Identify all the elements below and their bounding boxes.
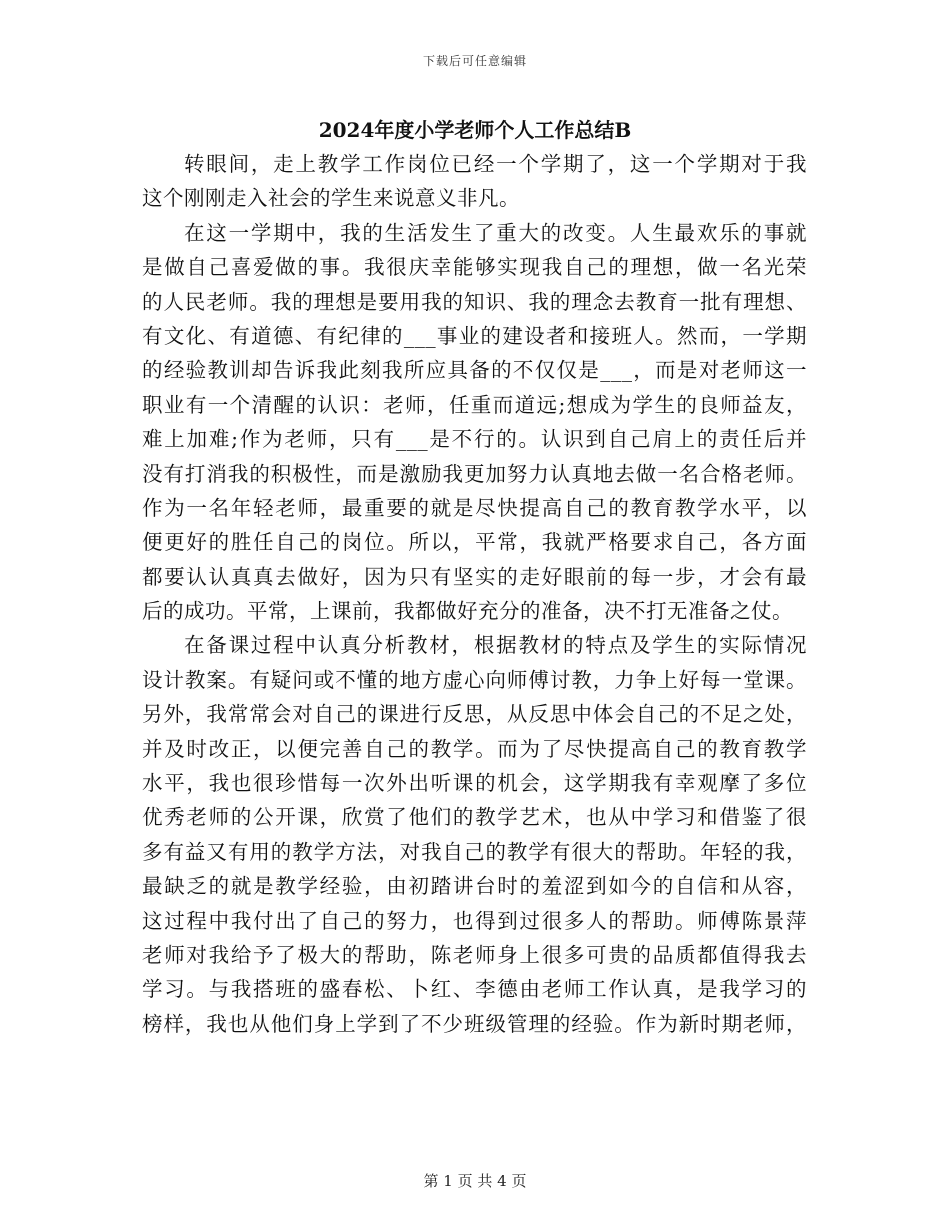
paragraph-line: 这过程中我付出了自己的努力，也得到过很多人的帮助。师傅陈景萍 bbox=[142, 908, 807, 933]
document-title: 2024年度小学老师个人工作总结B bbox=[318, 118, 632, 142]
paragraph-line: 作为一名年轻老师，最重要的就是尽快提高自己的教育教学水平，以 bbox=[142, 495, 807, 520]
document-body bbox=[142, 147, 807, 1041]
paragraph-line: 多有益又有用的教学方法，对我自己的教学有很大的帮助。年轻的我， bbox=[142, 839, 807, 864]
paragraph-line: 优秀老师的公开课，欣赏了他们的教学艺术，也从中学习和借鉴了很 bbox=[142, 805, 807, 830]
paragraph-line: 在备课过程中认真分析教材，根据教材的特点及学生的实际情况 bbox=[184, 633, 807, 658]
paragraph-line: 后的成功。平常，上课前，我都做好充分的准备，决不打无准备之仗。 bbox=[142, 599, 793, 624]
paragraph-line: 老师对我给予了极大的帮助，陈老师身上很多可贵的品质都值得我去 bbox=[142, 942, 807, 967]
paragraph-line: 没有打消我的积极性，而是激励我更加努力认真地去做一名合格老师。 bbox=[142, 461, 807, 486]
page-footer: 第 1 页 共 4 页 bbox=[423, 1172, 527, 1190]
paragraph-line: 难上加难;作为老师，只有___是不行的。认识到自己肩上的责任后并 bbox=[142, 427, 807, 452]
paragraph-line: 学习。与我搭班的盛春松、卜红、李德由老师工作认真，是我学习的 bbox=[142, 977, 807, 1002]
paragraph-line: 在这一学期中，我的生活发生了重大的改变。人生最欢乐的事就 bbox=[184, 220, 807, 245]
header-note: 下载后可任意编辑 bbox=[422, 54, 527, 68]
paragraph-line: 另外，我常常会对自己的课进行反思，从反思中体会自己的不足之处， bbox=[142, 702, 807, 727]
paragraph-line: 水平，我也很珍惜每一次外出听课的机会，这学期我有幸观摩了多位 bbox=[142, 771, 807, 796]
paragraph-line: 便更好的胜任自己的岗位。所以，平常，我就严格要求自己，各方面 bbox=[142, 530, 807, 555]
paragraph-line: 有文化、有道德、有纪律的___事业的建设者和接班人。然而，一学期 bbox=[142, 323, 807, 348]
paragraph-line: 设计教案。有疑问或不懂的地方虚心向师傅讨教，力争上好每一堂课。 bbox=[142, 667, 807, 692]
paragraph-line: 并及时改正，以便完善自己的教学。而为了尽快提高自己的教育教学 bbox=[142, 736, 807, 761]
paragraph-line: 职业有一个清醒的认识：老师，任重而道远;想成为学生的良师益友， bbox=[142, 392, 807, 417]
paragraph-line: 最缺乏的就是教学经验，由初踏讲台时的羞涩到如今的自信和从容， bbox=[142, 874, 807, 899]
paragraph-line: 是做自己喜爱做的事。我很庆幸能够实现我自己的理想，做一名光荣 bbox=[142, 255, 807, 280]
paragraph-line: 的人民老师。我的理想是要用我的知识、我的理念去教育一批有理想、 bbox=[142, 289, 807, 314]
paragraph-line: 这个刚刚走入社会的学生来说意义非凡。 bbox=[142, 186, 520, 211]
paragraph-line: 都要认认真真去做好，因为只有坚实的走好眼前的每一步，才会有最 bbox=[142, 564, 807, 589]
paragraph-line: 的经验教训却告诉我此刻我所应具备的不仅仅是___，而是对老师这一 bbox=[142, 358, 807, 383]
paragraph-line: 榜样，我也从他们身上学到了不少班级管理的经验。作为新时期老师， bbox=[142, 1011, 807, 1036]
paragraph-line: 转眼间，走上教学工作岗位已经一个学期了，这一个学期对于我 bbox=[184, 152, 807, 176]
